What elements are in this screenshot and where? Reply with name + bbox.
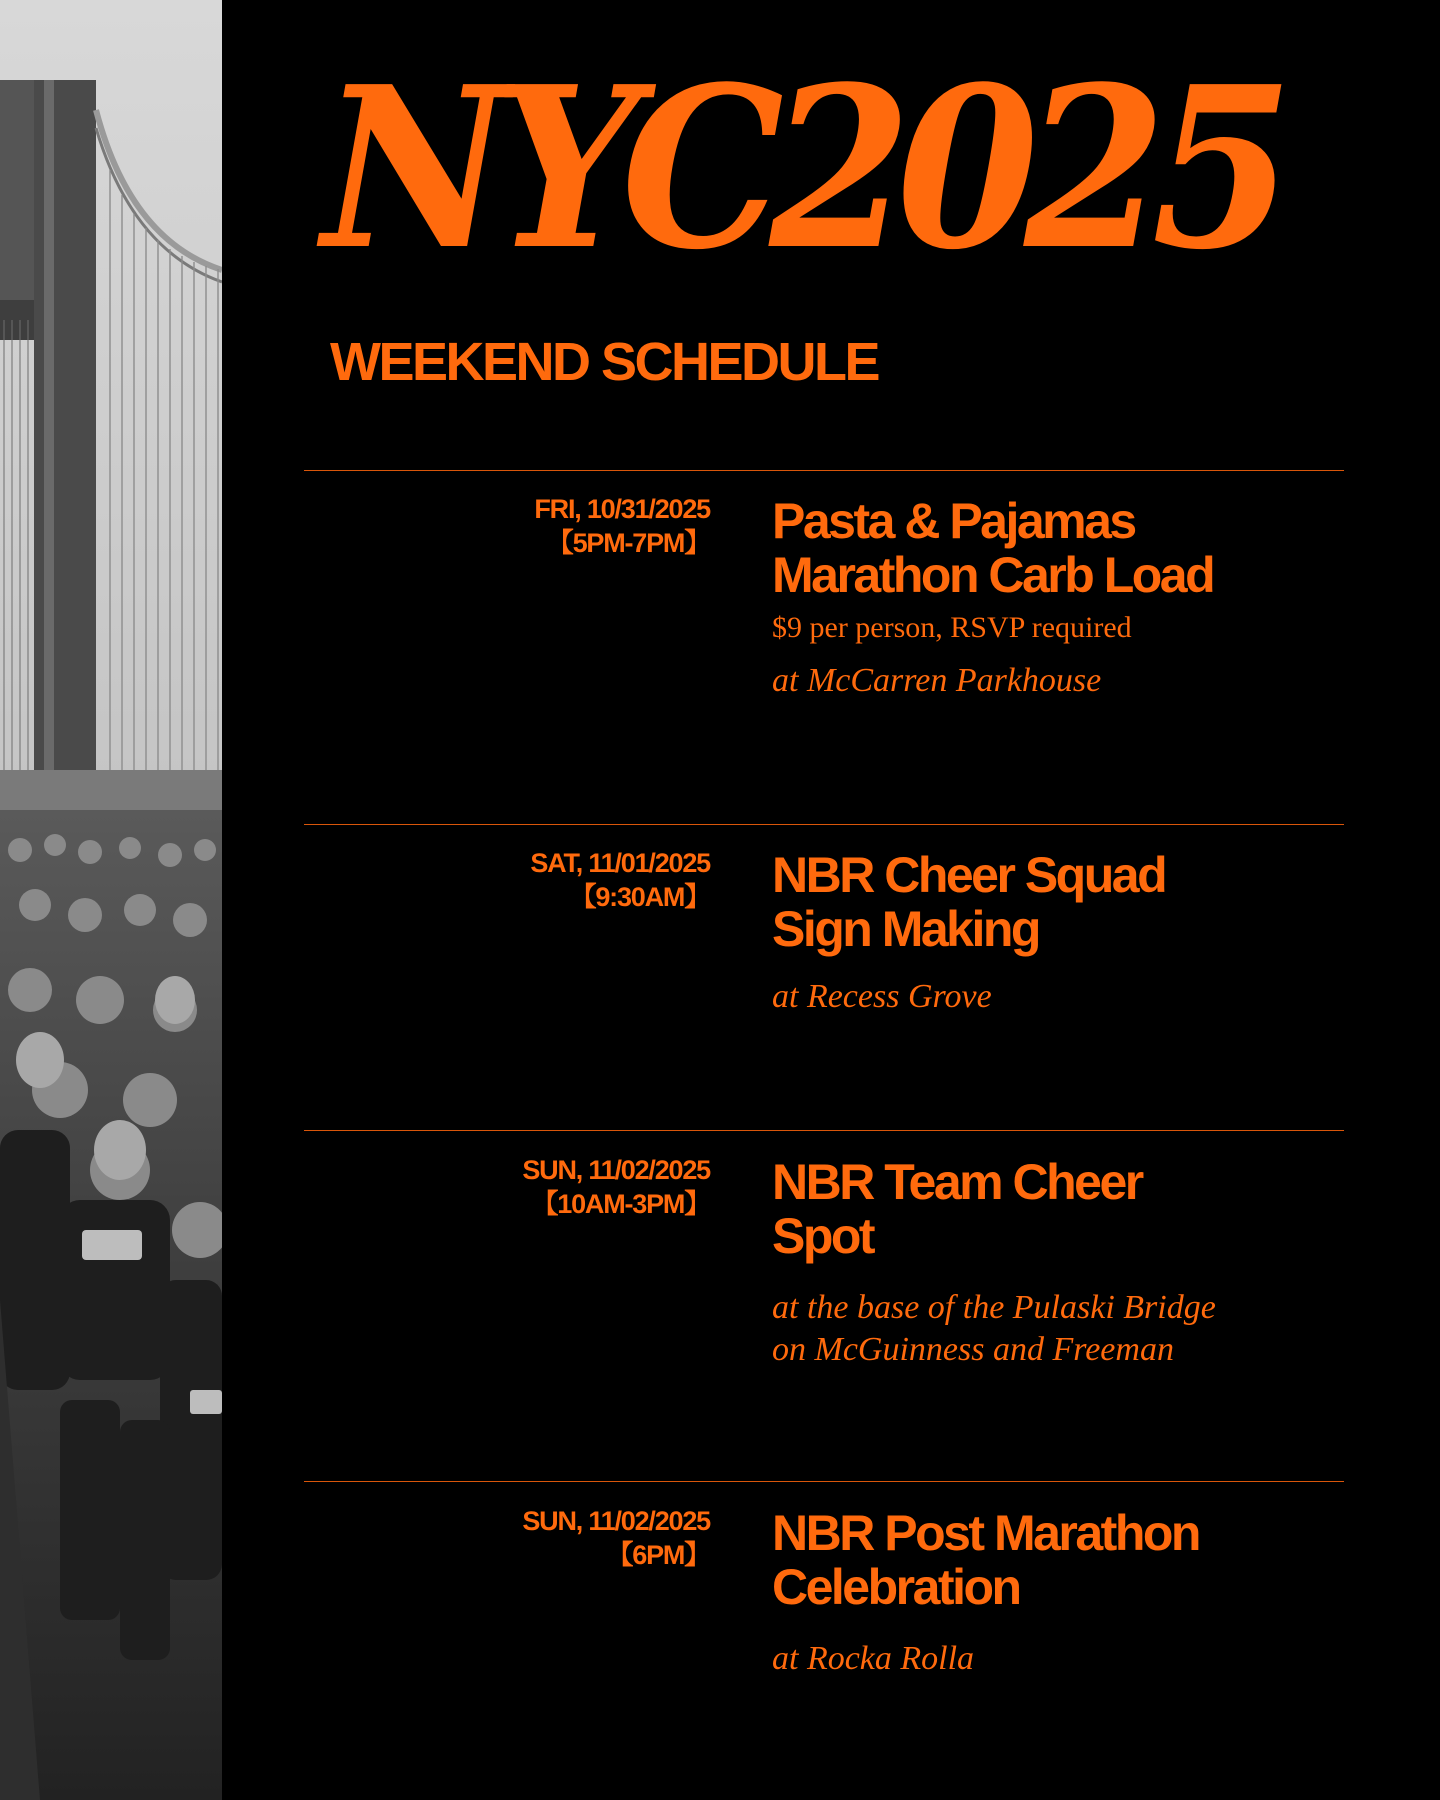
- event-venue-line: at the base of the Pulaski Bridge: [772, 1289, 1216, 1326]
- event-time: 【10AM-3PM】: [531, 1189, 710, 1219]
- event-title: [772, 848, 1372, 956]
- event-details: [772, 1155, 1372, 1371]
- event-venue: [772, 976, 1372, 1018]
- event-title-line: NBR Team Cheer: [772, 1154, 1142, 1210]
- event-venue-line: at Rocka Rolla: [772, 1640, 975, 1677]
- event-date: SUN, 11/02/2025: [522, 1506, 710, 1536]
- bridge-runners-illustration: [0, 0, 222, 1800]
- event-venue: [772, 1638, 1372, 1680]
- event-datetime: [450, 1504, 710, 1572]
- event-details: [772, 848, 1372, 1018]
- event-date: SUN, 11/02/2025: [522, 1155, 710, 1185]
- event-title-line: Sign Making: [772, 901, 1039, 957]
- divider-line: [304, 1481, 1344, 1482]
- divider-line: [304, 824, 1344, 825]
- event-title: [772, 1506, 1372, 1614]
- event-title-line: NBR Cheer Squad: [772, 847, 1166, 903]
- event-datetime: [450, 1153, 710, 1221]
- event-time: 【6PM】: [606, 1540, 710, 1570]
- event-datetime: [450, 492, 710, 560]
- event-venue: [772, 1287, 1372, 1371]
- event-datetime: [450, 846, 710, 914]
- event-note: $9 per person, RSVP required: [772, 611, 1132, 644]
- event-title: [772, 1155, 1372, 1263]
- event-details: [772, 1506, 1372, 1680]
- event-time: 【5PM-7PM】: [546, 528, 710, 558]
- poster-subtitle: WEEKEND SCHEDULE: [330, 332, 879, 392]
- event-title-line: Pasta & Pajamas: [772, 493, 1135, 549]
- poster-title: NYC2025: [322, 39, 1279, 299]
- event-title-line: Spot: [772, 1208, 874, 1264]
- event-title-line: Marathon Carb Load: [772, 547, 1214, 603]
- divider-line: [304, 470, 1344, 471]
- event-time: 【9:30AM】: [569, 882, 710, 912]
- event-date: FRI, 10/31/2025: [534, 494, 710, 524]
- event-venue-line: on McGuinness and Freeman: [772, 1331, 1174, 1368]
- event-title: [772, 494, 1372, 602]
- event-venue-line: at McCarren Parkhouse: [772, 662, 1102, 699]
- divider-line: [304, 1130, 1344, 1131]
- event-date: SAT, 11/01/2025: [530, 848, 710, 878]
- event-details: [772, 494, 1372, 702]
- bridge-runners-photo: [0, 0, 222, 1800]
- event-venue: [772, 660, 1372, 702]
- event-venue-line: at Recess Grove: [772, 978, 992, 1015]
- event-title-line: Celebration: [772, 1559, 1020, 1615]
- event-title-line: NBR Post Marathon: [772, 1505, 1199, 1561]
